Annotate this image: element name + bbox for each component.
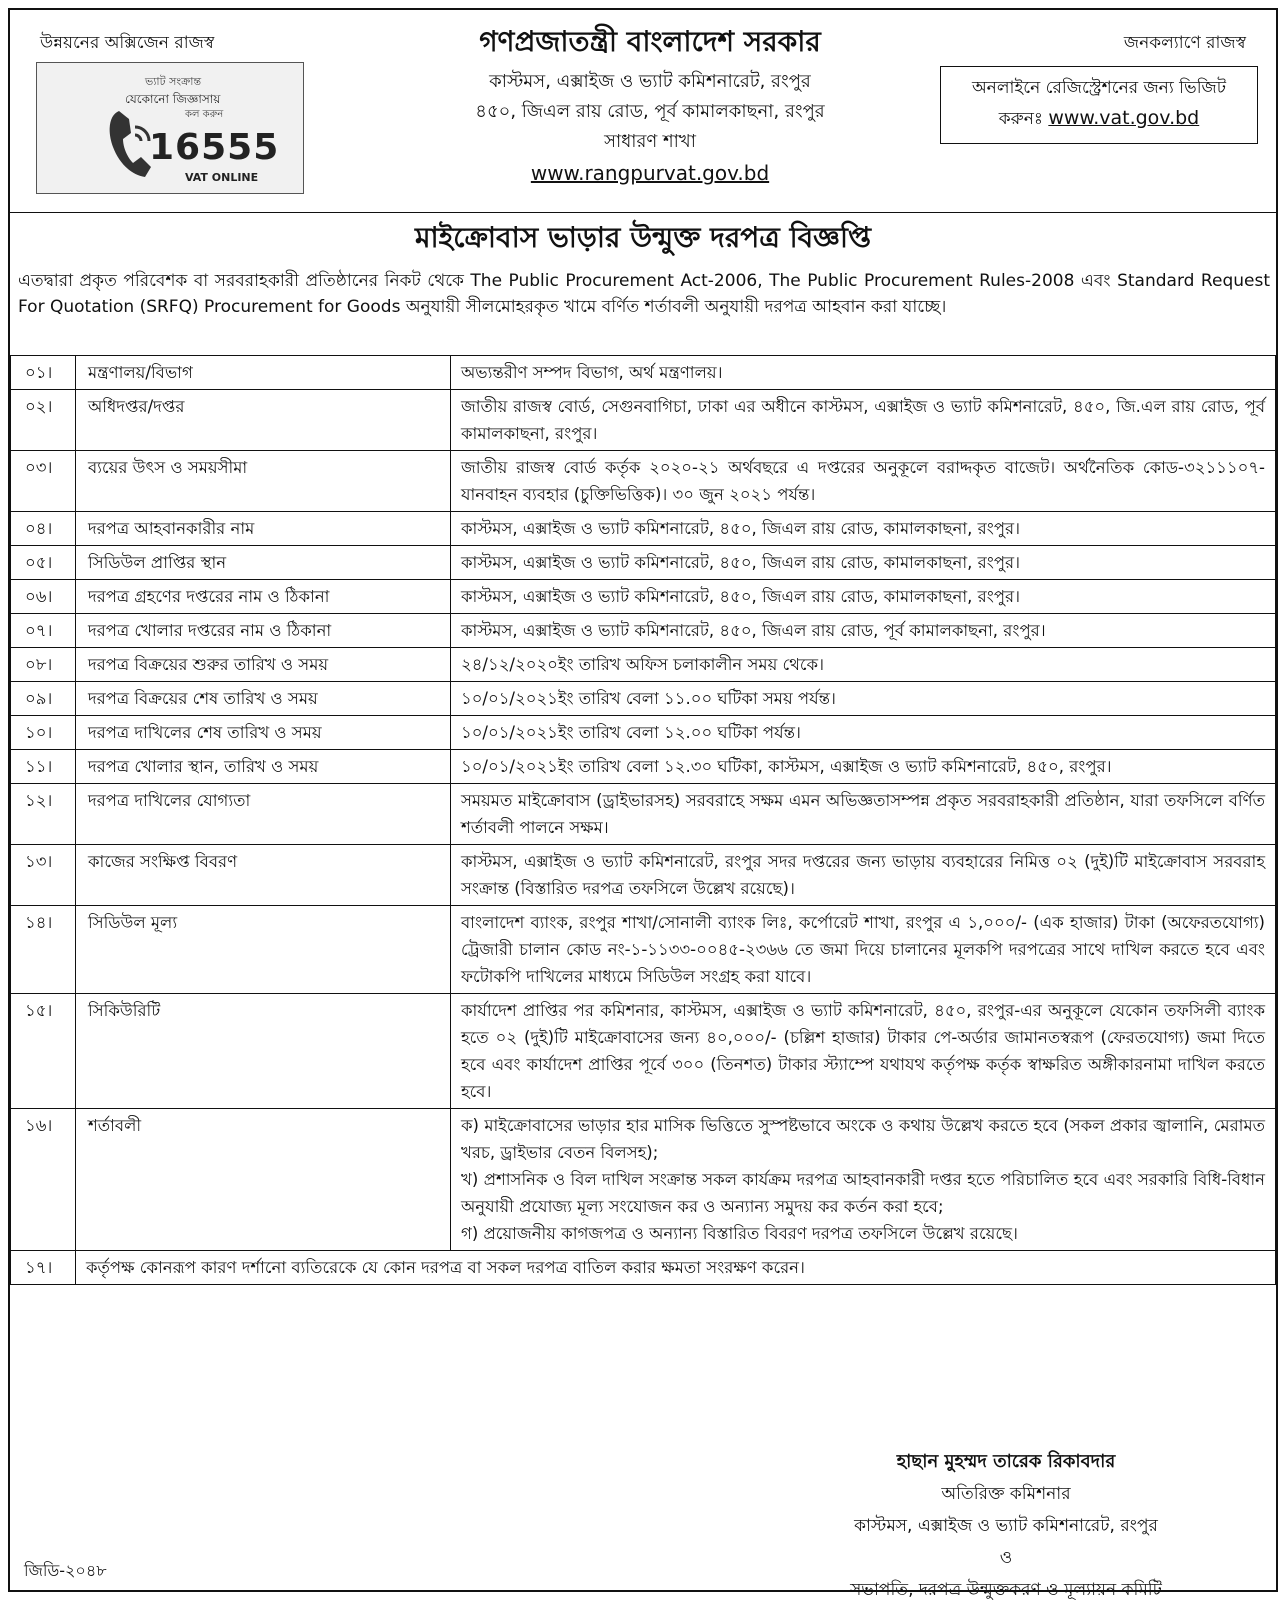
row-value: সময়মত মাইক্রোবাস (ড্রাইভারসহ) সরবরাহে সক্ষম এমন অভিজ্ঞতাসম্পন্ন প্রকৃত সরবরাহকারী প্রতিষ্ঠান, যারা তফসিলে বর্ণিত শর্তাবলী পালনে সক্ষম। [451,784,1276,845]
table-row [11,580,1276,614]
row-number: ০৭। [11,614,76,648]
table-row [11,546,1276,580]
tender-notice [8,8,1278,1600]
table-row [11,1251,1276,1285]
row-label: সিকিউরিটি [76,994,451,1109]
hotline-number: 16555 [149,127,280,168]
registration-line2 [941,103,1257,134]
row-number: ০১। [11,356,76,390]
signatory-office: কাস্টমস, এক্সাইজ ও ভ্যাট কমিশনারেট, রংপুর [854,1516,1158,1536]
row-label: দরপত্র গ্রহণের দপ্তরের নাম ও ঠিকানা [76,580,451,614]
row-value: কাস্টমস, এক্সাইজ ও ভ্যাট কমিশনারেট, রংপুর সদর দপ্তরের জন্য ভাড়ায় ব্যবহারের নিমিত্ত ০২ (দুই)টি মাইক্রোবাস সরবরাহ সংক্রান্ত (বিস্তারিত দরপত্র তফসিলে উল্লেখ রয়েছে)। [451,845,1276,906]
table-row [11,451,1276,512]
intro-paragraph: এতদ্বারা প্রকৃত পরিবেশক বা সরবরাহকারী প্রতিষ্ঠানের নিকট থেকে The Public Procurement Act-2006, The Public Procurement Rules-2008 এবং Standard Request For Quotation (SRFQ) Procurement for Goods অনুযায়ী সীলমোহরকৃত খামে বর্ণিত শর্তাবলী অনুযায়ী দরপত্র আহবান করা যাচ্ছে। [18,271,1270,317]
row-value: কাস্টমস, এক্সাইজ ও ভ্যাট কমিশনারেট, ৪৫০, জিএল রায় রোড, কামালকাছনা, রংপুর। [451,512,1276,546]
table-row [11,648,1276,682]
table-row [11,390,1276,451]
hotline-mid-text: যেকোনো জিজ্ঞাসায় [125,92,221,106]
table-row [11,784,1276,845]
hotline-mid2-text: কল করুন [185,109,224,120]
row-label: সিডিউল মূল্য [76,906,451,994]
row-value: কাস্টমস, এক্সাইজ ও ভ্যাট কমিশনারেট, ৪৫০, জিএল রায় রোড, কামালকাছনা, রংপুর। [451,546,1276,580]
row-number: ১৭। [11,1251,76,1285]
row-value: অভ্যন্তরীণ সম্পদ বিভাগ, অর্থ মন্ত্রণালয়। [451,356,1276,390]
hotline-top-text: ভ্যাট সংক্রান্ত [145,75,202,88]
branch-name: সাধারণ শাখা [604,131,696,152]
row-label: কাজের সংক্ষিপ্ত বিবরণ [76,845,451,906]
row-label: দরপত্র খোলার স্থান, তারিখ ও সময় [76,750,451,784]
table-row [11,716,1276,750]
row-label: দরপত্র দাখিলের যোগ্যতা [76,784,451,845]
vat-hotline-banner [36,62,304,194]
signatory-committee: সভাপতি, দরপত্র উন্মুক্তকরণ ও মূল্যায়ন কমিটি [850,1580,1162,1600]
row-number: ১৫। [11,994,76,1109]
row-value [451,1109,1276,1251]
condition-item: খ) প্রশাসনিক ও বিল দাখিল সংক্রান্ত সকল কার্যক্রম দরপত্র আহবানকারী দপ্তর হতে পরিচালিত হবে এবং সরকারি বিধি-বিধান অনুযায়ী প্রযোজ্য মূল্য সংযোজন কর ও অন্যান্য সমুদয় কর কর্তন করা হবে; [461,1170,1265,1216]
row-number: ০৬। [11,580,76,614]
row-label: দরপত্র খোলার দপ্তরের নাম ও ঠিকানা [76,614,451,648]
row-number: ১৪। [11,906,76,994]
table-row [11,356,1276,390]
row-number: ১৩। [11,845,76,906]
row-label: সিডিউল প্রাপ্তির স্থান [76,546,451,580]
row-label: দরপত্র বিক্রয়ের শুরুর তারিখ ও সময় [76,648,451,682]
row-label: দরপত্র আহবানকারীর নাম [76,512,451,546]
right-slogan: জনকল্যাণে রাজস্ব [1123,33,1246,53]
table-row [11,906,1276,994]
notice-title: মাইক্রোবাস ভাড়ার উন্মুক্ত দরপত্র বিজ্ঞপ্তি [414,221,871,254]
table-row [11,1109,1276,1251]
registration-box [940,66,1258,144]
website-link[interactable]: www.rangpurvat.gov.bd [530,161,770,185]
tender-details-table [10,355,1276,1285]
condition-item: ক) মাইক্রোবাসের ভাড়ার হার মাসিক ভিত্তিতে সুস্পষ্টভাবে অংকে ও কথায় উল্লেখ করতে হবে (সকল প্রকার জ্বালানি, মেরামত খরচ, ড্রাইভার বেতন বিলসহ); [461,1116,1265,1162]
row-number: ০৮। [11,648,76,682]
row-number: ১২। [11,784,76,845]
row-value: কাস্টমস, এক্সাইজ ও ভ্যাট কমিশনারেট, ৪৫০, জিএল রায় রোড, কামালকাছনা, রংপুর। [451,580,1276,614]
table-row [11,614,1276,648]
registration-text: অনলাইনে রেজিস্ট্রেশনের জন্য ভিজিট [971,78,1227,98]
row-number: ১৬। [11,1109,76,1251]
row-label: ব্যয়ের উৎস ও সময়সীমা [76,451,451,512]
government-title: গণপ্রজাতন্ত্রী বাংলাদেশ সরকার [479,25,821,58]
row-value: কাস্টমস, এক্সাইজ ও ভ্যাট কমিশনারেট, ৪৫০, জিএল রায় রোড, পূর্ব কামালকাছনা, রংপুর। [451,614,1276,648]
condition-item: গ) প্রয়োজনীয় কাগজপত্র ও অন্যান্য বিস্তারিত বিবরণ দরপত্র তফসিলে উল্লেখ রয়েছে। [461,1224,1018,1243]
header [10,10,1276,213]
row-number: ০৯। [11,682,76,716]
table-row [11,512,1276,546]
row-label: দরপত্র দাখিলের শেষ তারিখ ও সময় [76,716,451,750]
row-number: ০২। [11,390,76,451]
row-value: ১০/০১/২০২১ইং তারিখ বেলা ১২.০০ ঘটিকা পর্যন্ত। [451,716,1276,750]
table-row [11,994,1276,1109]
gd-number: জিডি-২০৪৮ [24,1561,107,1580]
signatory-name: হাছান মুহম্মদ তারেক রিকাবদার [896,1451,1116,1472]
hotline-label: VAT ONLINE [185,171,259,184]
row-value: কর্তৃপক্ষ কোনরূপ কারণ দর্শানো ব্যতিরেকে যে কোন দরপত্র বা সকল দরপত্র বাতিল করার ক্ষমতা সংরক্ষণ করেন। [76,1251,1276,1285]
row-value: ২৪/১২/২০২০ইং তারিখ অফিস চলাকালীন সময় থেকে। [451,648,1276,682]
office-address: ৪৫০, জিএল রায় রোড, পূর্ব কামালকাছনা, রংপুর [475,101,825,122]
row-number: ০৩। [11,451,76,512]
registration-url-link[interactable]: www.vat.gov.bd [1048,107,1200,129]
row-value: জাতীয় রাজস্ব বোর্ড, সেগুনবাগিচা, ঢাকা এর অধীনে কাস্টমস, এক্সাইজ ও ভ্যাট কমিশনারেট, ৪৫০, জি.এল রায় রোড, পূর্ব কামালকাছনা, রংপুর। [451,390,1276,451]
table-row [11,750,1276,784]
row-label: অধিদপ্তর/দপ্তর [76,390,451,451]
row-number: ০৪। [11,512,76,546]
row-number: ১০। [11,716,76,750]
row-label: শর্তাবলী [76,1109,451,1251]
signature-block [736,1446,1276,1606]
row-value: ১০/০১/২০২১ইং তারিখ বেলা ১১.০০ ঘটিকা সময় পর্যন্ত। [451,682,1276,716]
row-number: ০৫। [11,546,76,580]
row-label: দরপত্র বিক্রয়ের শেষ তারিখ ও সময় [76,682,451,716]
row-value: বাংলাদেশ ব্যাংক, রংপুর শাখা/সোনালী ব্যাংক লিঃ, কর্পোরেট শাখা, রংপুর এ ১,০০০/- (এক হাজার) টাকা (অফেরতযোগ্য) ট্রেজারী চালান কোড নং-১-১১৩৩-০০৪৫-২৩৬৬ তে জমা দিয়ে চালানের মূলকপি দরপত্রের সাথে দাখিল করতে হবে এবং ফটোকপি দাখিলের মাধ্যমে সিডিউল সংগ্রহ করা যাবে। [451,906,1276,994]
office-name: কাস্টমস, এক্সাইজ ও ভ্যাট কমিশনারেট, রংপুর [489,71,811,92]
table-row [11,682,1276,716]
signatory-and: ও [999,1548,1013,1568]
header-center [340,20,960,189]
row-label: মন্ত্রণালয়/বিভাগ [76,356,451,390]
row-value: জাতীয় রাজস্ব বোর্ড কর্তৃক ২০২০-২১ অর্থবছরে এ দপ্তরের অনুকূলে বরাদ্দকৃত বাজেট। অর্থনৈতিক কোড-৩২১১১০৭-যানবাহন ব্যবহার (চুক্তিভিত্তিক)। ৩০ জুন ২০২১ পর্যন্ত। [451,451,1276,512]
row-value: কার্যাদেশ প্রাপ্তির পর কমিশনার, কাস্টমস, এক্সাইজ ও ভ্যাট কমিশনারেট, ৪৫০, রংপুর-এর অনুকূলে যেকোন তফসিলী ব্যাংক হতে ০২ (দুই)টি মাইক্রোবাসের জন্য ৪০,০০০/- (চল্লিশ হাজার) টাকার পে-অর্ডার জামানতস্বরূপ (ফেরতযোগ্য) জমা দিতে হবে এবং কার্যাদেশ প্রাপ্তির পূর্বে ৩০০ (তিনশত) টাকার স্ট্যাম্পে যথাযথ কর্তৃপক্ষ কর্তৃক স্বাক্ষরিত অঙ্গীকারনামা দাখিল করতে হবে। [451,994,1276,1109]
table-row [11,845,1276,906]
left-slogan: উন্নয়নের অক্সিজেন রাজস্ব [40,33,215,53]
row-value: ১০/০১/২০২১ইং তারিখ বেলা ১২.৩০ ঘটিকা, কাস্টমস, এক্সাইজ ও ভ্যাট কমিশনারেট, ৪৫০, রংপুর। [451,750,1276,784]
row-number: ১১। [11,750,76,784]
registration-prefix: করুনঃ [998,109,1049,129]
signatory-designation: অতিরিক্ত কমিশনার [941,1484,1071,1504]
